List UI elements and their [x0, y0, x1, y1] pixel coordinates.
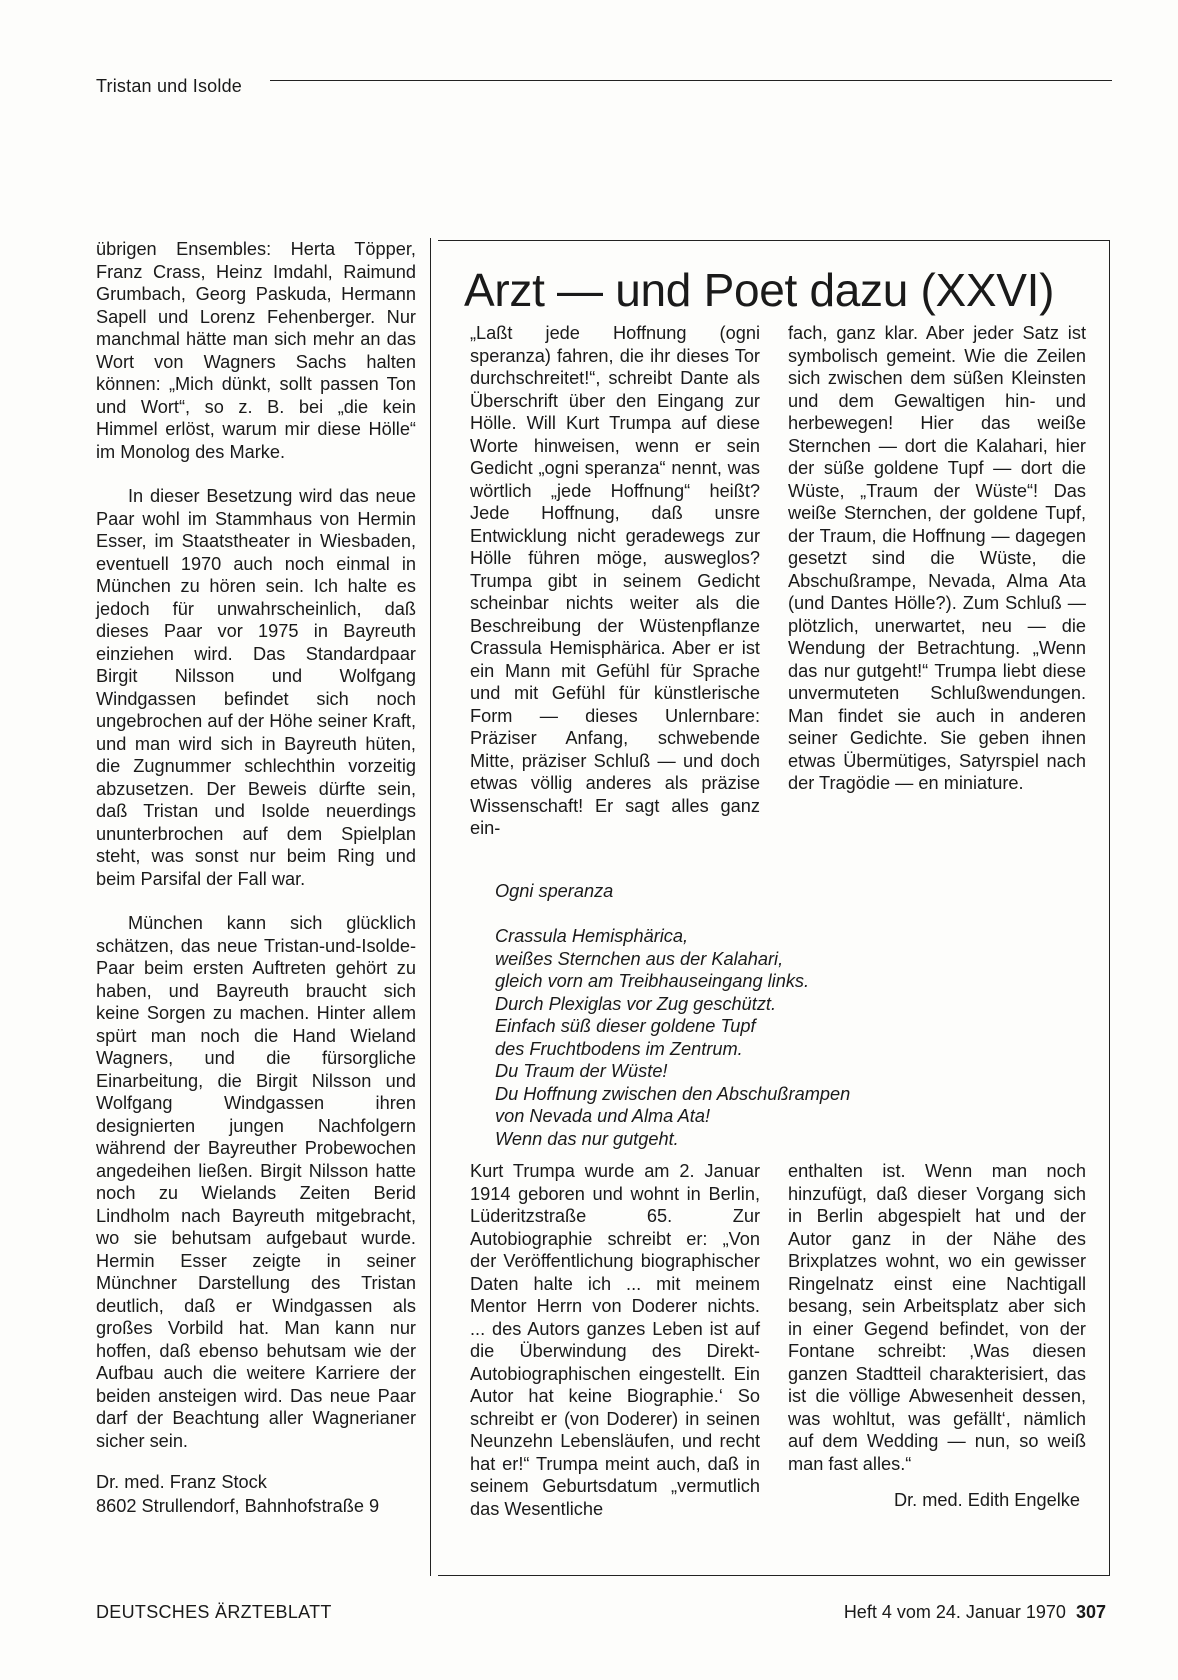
- poem: [495, 880, 850, 1150]
- box-column-1: [470, 322, 760, 840]
- issue-info: [844, 1602, 1106, 1623]
- journal-name: DEUTSCHES ÄRZTEBLATT: [96, 1602, 332, 1622]
- left-paragraph-3: München kann sich glücklich schätzen, das neue Tristan-und-Isolde-Paar beim ersten Auftreten gehört zu haben, und Bayreuth braucht sich keine Sorgen zu machen. Hinter allem spürt man noch die Hand Wieland Wagners, und die fürsorgliche Einarbeitung, die Birgit Nilsson und Wolfgang Windgassen ihren designierten jungen Nachfolgern während der Bayreuther Probewochen angedeihen ließen. Birgit Nilsson hatte noch zu Wielands Zeiten Berid Lindholm nach Bayreuth mitgebracht, wo sie behutsam aufgebaut wurde. Hermin Esser zeigte in seiner Münchner Darstellung des Tristan deutlich, daß er Windgassen als großes Vorbild hat. Man kann nur hoffen, daß ebenso behutsam wie der Aufbau auch die weitere Karriere der beiden ansteigen wird. Das neue Paar darf der Beachtung aller Wagnerianer sicher sein.: [96, 913, 416, 1451]
- running-head: Tristan und Isolde: [96, 76, 243, 96]
- poem-line: Durch Plexiglas vor Zug geschützt.: [495, 993, 777, 1014]
- left-column: [96, 238, 416, 1518]
- box-column-3: [470, 1160, 760, 1520]
- poem-line: Einfach süß dieser goldene Tupf: [495, 1016, 756, 1036]
- box-column-2: [788, 322, 1086, 795]
- box-column-4: [788, 1160, 1086, 1512]
- left-paragraph-1: übrigen Ensembles: Herta Töpper, Franz Crass, Heinz Imdahl, Raimund Grumbach, Georg Paskuda, Hermann Sapell und Lorenz Fehenberger. Nur manchmal hätte man sich mehr an das Wort von Wagners Sachs halten können: „Mich dünkt, sollt passen Ton und Wort“, so z. B. bei „die kein Himmel erlöst, warum mir diese Hölle“ im Monolog des Marke.: [96, 239, 416, 462]
- column-divider: [430, 238, 431, 1576]
- issue-date: Heft 4 vom 24. Januar 1970: [843, 1602, 1066, 1622]
- box-text-4: enthalten ist. Wenn man noch hinzufügt, daß dieser Vorgang sich in Berlin abgespielt hat und der Autor ganz in der Nähe des Brixplatzes wohnt, wo ein gewisser Ringelnatz einst eine Nachtigall besang, sein Arbeitsplatz aber sich in einer Gegend befindet, von der Fontane schreibt: ‚Was diesen ganzen Stadtteil charakterisiert, das ist die völlige Abwesenheit dessen, was wohltut, was gefällt‘, nämlich auf dem Wedding — nun, so weiß man fast alles.“: [788, 1161, 1086, 1474]
- left-paragraph-2: In dieser Besetzung wird das neue Paar wohl im Stammhaus von Hermin Esser, im Staatstheater in Wiesbaden, eventuell 1970 auch noch einmal in München zu hören sein. Ich halte es jedoch für unwahrscheinlich, daß dieses Paar vor 1975 in Bayreuth einziehen wird. Das Standardpaar Birgit Nilsson und Wolfgang Windgassen befindet sich noch ungebrochen auf der Höhe seiner Kraft, und man wird sich in Bayreuth hüten, die Zugnummer schlechthin vorzeitig abzusetzen. Der Beweis dürfte sein, daß Tristan und Isolde neuerdings ununterbrochen auf dem Spielplan steht, was sonst nur beim Ring und beim Parsifal der Fall war.: [96, 486, 416, 889]
- signature-name: Dr. med. Franz Stock: [96, 1472, 267, 1492]
- left-signature: [96, 1470, 416, 1518]
- box-text-2: fach, ganz klar. Aber jeder Satz ist symbolisch gemeint. Wie die Zeilen sich zwischen dem süßen Kleinsten und dem Gewaltigen hin- und herbewegen! Hier das weiße Sternchen — dort die Kalahari, hier der süße goldene Tupf — dort die Wüste, „Traum der Wüste“! Das weiße Sternchen, der goldene Tupf, der Traum, die Hoffnung — dagegen gesetzt sind die Wüste, die Abschußrampe, Nevada, Alma Ata (und Dantes Hölle?). Zum Schluß — plötzlich, unerwartet, neu — die Wendung der Betrachtung. „Wenn das nur gutgeht!“ Trumpa liebt diese unvermuteten Schlußwendungen. Man findet sie auch in anderen seiner Gedichte. Sie geben ihnen etwas Übermütiges, Satyrspiel nach der Tragödie — en miniature.: [788, 323, 1086, 793]
- box-text-3: Kurt Trumpa wurde am 2. Januar 1914 geboren und wohnt in Berlin, Lüderitzstraße 65. Zur Autobiographie schreibt er: „Von der Veröffentlichung biographischer Daten halte ich ... mit meinem Mentor Herrn von Doderer nichts. ... des Autors ganzes Leben ist auf die Überwindung des Direkt-Autobiographischen eingestellt. Ein Autor hat keine Biographie.‘ So schreibt er (von Doderer) in seinen Neunzehn Lebensläufen, und recht hat er!“ Trumpa meint auch, daß in seinem Geburtsdatum „vermutlich das Wesentliche: [470, 1161, 760, 1519]
- poem-line: von Nevada und Alma Ata!: [495, 1106, 711, 1126]
- box-signature: Dr. med. Edith Engelke: [893, 1490, 1080, 1510]
- boxed-article-title: Arzt — und Poet dazu (XXVI): [464, 264, 1055, 316]
- poem-line: Crassula Hemisphärica,: [495, 926, 689, 946]
- poem-line: des Fruchtbodens im Zentrum.: [495, 1038, 743, 1059]
- header-rule: [270, 80, 1112, 81]
- page-number: 307: [1075, 1602, 1106, 1622]
- signature-address: 8602 Strullendorf, Bahnhofstraße 9: [96, 1496, 380, 1516]
- poem-line: Du Traum der Wüste!: [495, 1061, 668, 1081]
- poem-line: Wenn das nur gutgeht.: [495, 1128, 679, 1149]
- poem-title: Ogni speranza: [495, 881, 614, 901]
- poem-line: weißes Sternchen aus der Kalahari,: [495, 948, 784, 969]
- poem-gap: [495, 903, 850, 926]
- poem-line: Du Hoffnung zwischen den Abschußrampen: [495, 1083, 851, 1104]
- poem-line: gleich vorn am Treibhauseingang links.: [495, 971, 810, 991]
- box-text-1: „Laßt jede Hoffnung (ogni speranza) fahren, die ihr dieses Tor durchschreitet!“, schreibt Dante als Überschrift über den Eingang zur Hölle. Will Kurt Trumpa auf diese Worte hinweisen, wenn er sein Gedicht „ogni speranza“ nennt, was wörtlich „jede Hoffnung“ heißt? Jede Hoffnung, daß unsre Entwicklung nicht geradewegs zur Hölle führen möge, ausweglos? Trumpa gibt in seinem Gedicht scheinbar nichts weiter als die Beschreibung der Wüstenpflanze Crassula Hemisphärica. Aber er ist ein Mann mit Gefühl für Sprache und mit Gefühl für künstlerische Form — dieses Unlernbare: Präziser Anfang, schwebende Mitte, präziser Schluß — und doch etwas völlig anderes als präzise Wissenschaft! Er sagt alles ganz ein-: [470, 323, 760, 838]
